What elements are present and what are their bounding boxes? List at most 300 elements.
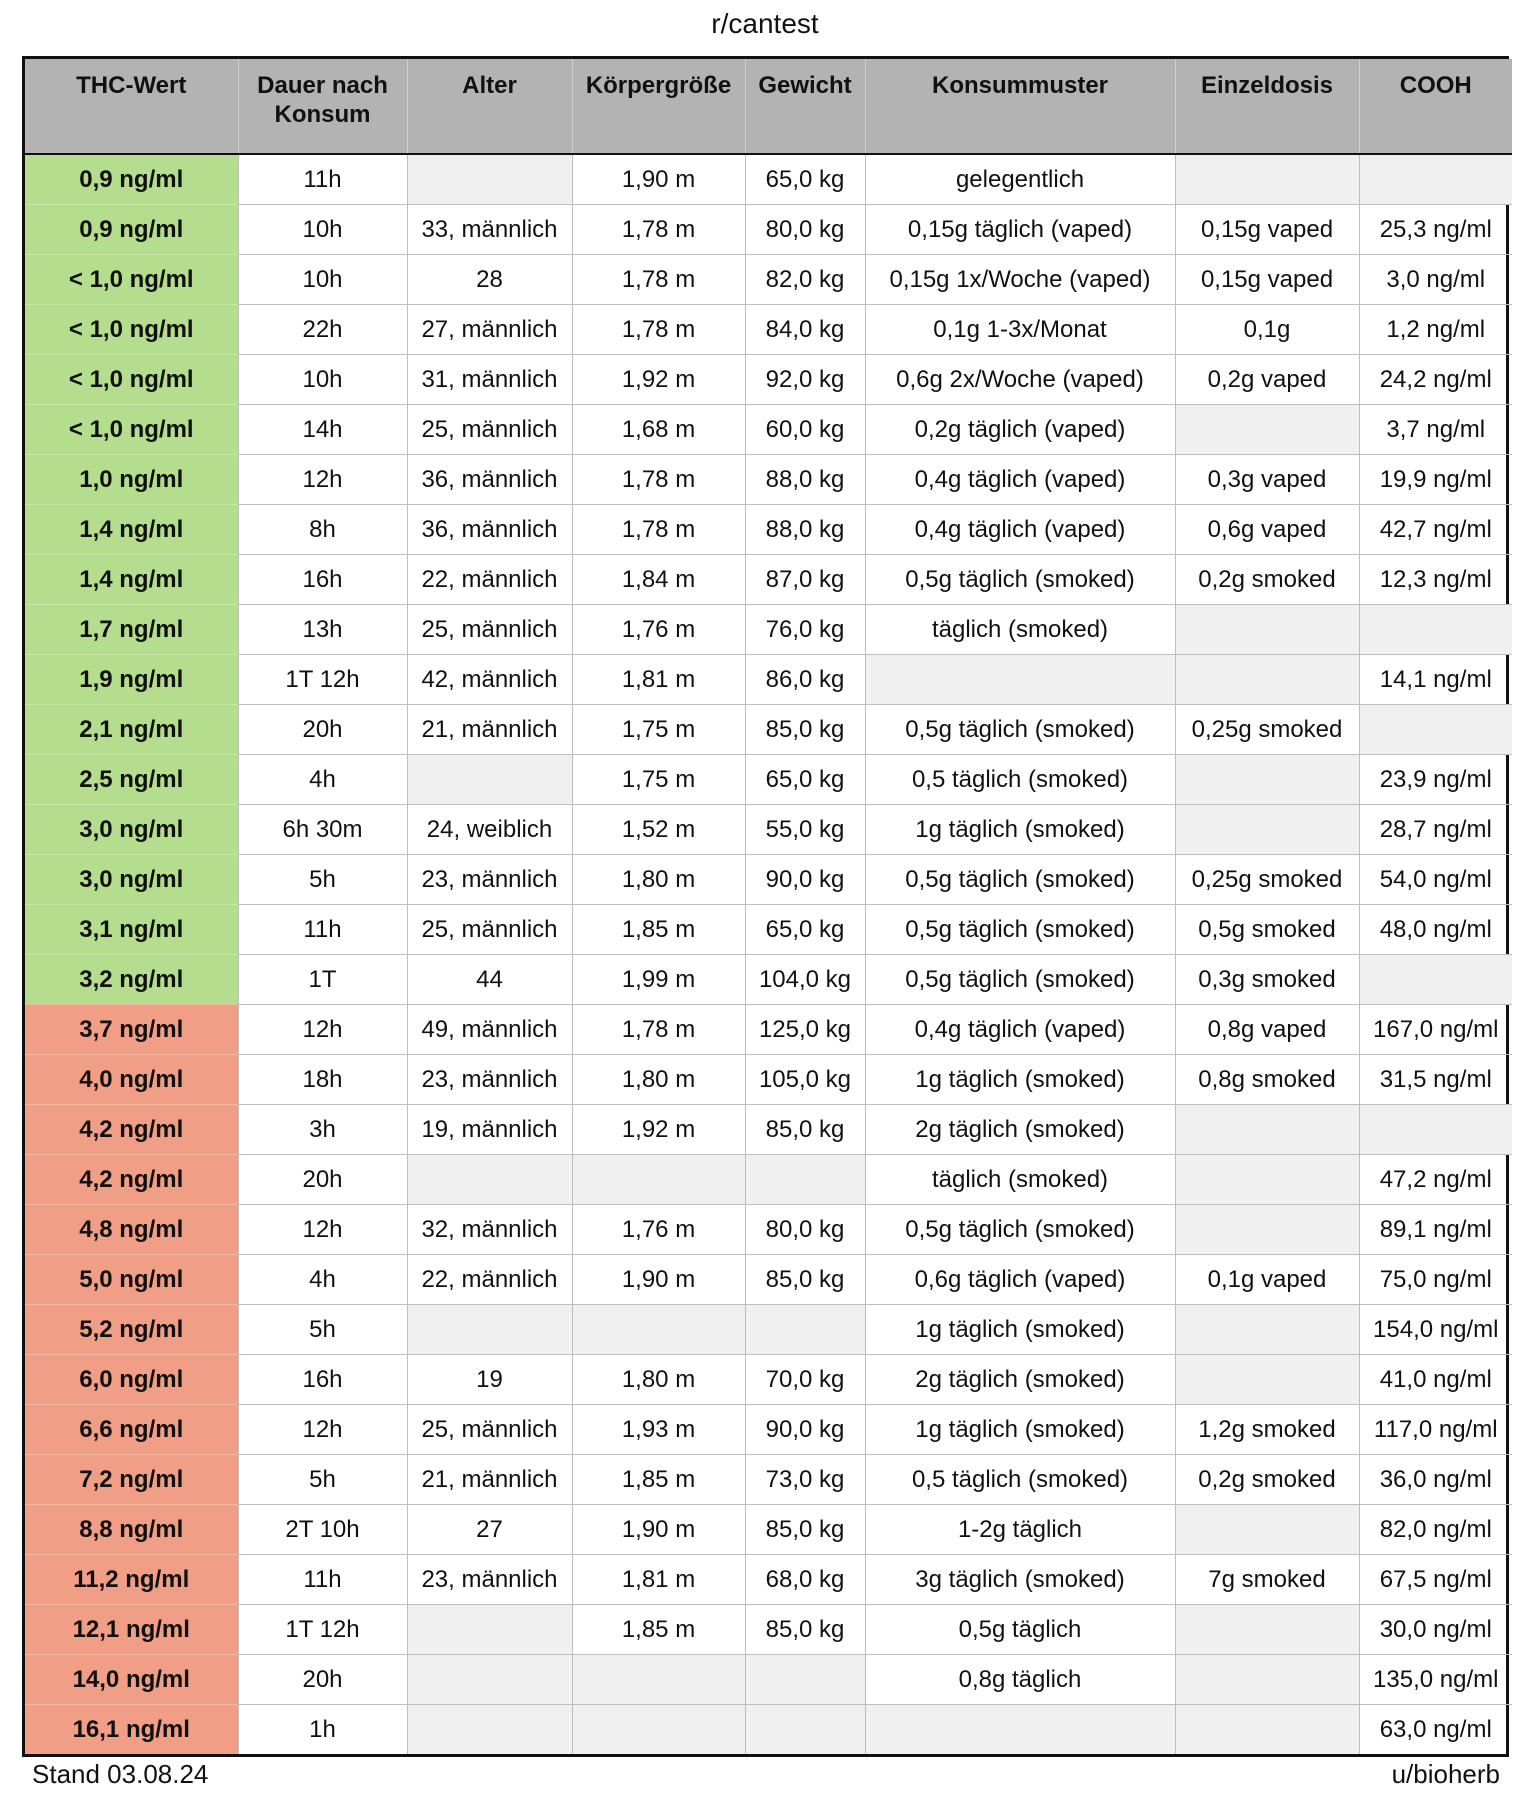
- table-row: [25, 255, 1512, 305]
- cell-gewicht: 104,0 kg: [745, 955, 865, 1005]
- cell-cooh: 167,0 ng/ml: [1359, 1005, 1512, 1055]
- cell-gewicht: 125,0 kg: [745, 1005, 865, 1055]
- cell-konsummuster: 1-2g täglich: [865, 1505, 1175, 1555]
- cell-einzeldosis: [1175, 805, 1359, 855]
- cell-einzeldosis: [1175, 1355, 1359, 1405]
- cell-koerpergroesse: 1,78 m: [572, 255, 745, 305]
- cell-koerpergroesse: 1,80 m: [572, 1355, 745, 1405]
- cell-dauer: 10h: [238, 205, 407, 255]
- cell-thc-wert: 3,0 ng/ml: [25, 805, 238, 855]
- cell-dauer: 10h: [238, 355, 407, 405]
- cell-koerpergroesse: 1,93 m: [572, 1405, 745, 1455]
- cell-cooh: 48,0 ng/ml: [1359, 905, 1512, 955]
- footer-author: u/bioherb: [1391, 1759, 1500, 1789]
- cell-dauer: 11h: [238, 1555, 407, 1605]
- cell-einzeldosis: [1175, 655, 1359, 705]
- cell-koerpergroesse: 1,90 m: [572, 154, 745, 205]
- cell-einzeldosis: 0,2g smoked: [1175, 1455, 1359, 1505]
- cell-dauer: 22h: [238, 305, 407, 355]
- cell-thc-wert: 4,0 ng/ml: [25, 1055, 238, 1105]
- cell-thc-wert: 6,6 ng/ml: [25, 1405, 238, 1455]
- cell-einzeldosis: 0,3g vaped: [1175, 455, 1359, 505]
- header-alter: Alter: [407, 59, 572, 154]
- cell-alter: 23, männlich: [407, 855, 572, 905]
- cell-alter: [407, 1655, 572, 1705]
- cell-dauer: 5h: [238, 1455, 407, 1505]
- cell-cooh: 67,5 ng/ml: [1359, 1555, 1512, 1605]
- cell-alter: 22, männlich: [407, 555, 572, 605]
- header-koerpergroesse: Körpergröße: [572, 59, 745, 154]
- cell-dauer: 1T 12h: [238, 655, 407, 705]
- cell-koerpergroesse: 1,84 m: [572, 555, 745, 605]
- cell-einzeldosis: [1175, 1155, 1359, 1205]
- cell-cooh: 154,0 ng/ml: [1359, 1305, 1512, 1355]
- table-row: [25, 1555, 1512, 1605]
- cell-cooh: [1359, 605, 1512, 655]
- cell-cooh: 89,1 ng/ml: [1359, 1205, 1512, 1255]
- table-row: [25, 405, 1512, 455]
- cell-alter: 36, männlich: [407, 455, 572, 505]
- cell-einzeldosis: 0,3g smoked: [1175, 955, 1359, 1005]
- cell-dauer: 4h: [238, 1255, 407, 1305]
- cell-koerpergroesse: 1,75 m: [572, 705, 745, 755]
- cell-dauer: 8h: [238, 505, 407, 555]
- cell-dauer: 20h: [238, 1155, 407, 1205]
- cell-konsummuster: 0,5g täglich (smoked): [865, 905, 1175, 955]
- cell-alter: 19: [407, 1355, 572, 1405]
- table-row: [25, 505, 1512, 555]
- cell-konsummuster: 0,6g täglich (vaped): [865, 1255, 1175, 1305]
- cell-thc-wert: 3,1 ng/ml: [25, 905, 238, 955]
- cell-cooh: 1,2 ng/ml: [1359, 305, 1512, 355]
- cell-dauer: 11h: [238, 905, 407, 955]
- cell-einzeldosis: [1175, 405, 1359, 455]
- cell-alter: 44: [407, 955, 572, 1005]
- cell-konsummuster: 0,5g täglich (smoked): [865, 955, 1175, 1005]
- cell-thc-wert: < 1,0 ng/ml: [25, 405, 238, 455]
- cell-koerpergroesse: 1,78 m: [572, 305, 745, 355]
- cell-alter: 25, männlich: [407, 605, 572, 655]
- table-row: [25, 1355, 1512, 1405]
- cell-alter: 25, männlich: [407, 905, 572, 955]
- cell-dauer: 11h: [238, 154, 407, 205]
- cell-cooh: 54,0 ng/ml: [1359, 855, 1512, 905]
- table-row: [25, 1155, 1512, 1205]
- cell-einzeldosis: 0,2g smoked: [1175, 555, 1359, 605]
- cell-alter: 23, männlich: [407, 1555, 572, 1605]
- cell-thc-wert: 3,0 ng/ml: [25, 855, 238, 905]
- cell-einzeldosis: [1175, 1605, 1359, 1655]
- table-row: [25, 1255, 1512, 1305]
- table-row: [25, 1605, 1512, 1655]
- cell-konsummuster: 0,4g täglich (vaped): [865, 1005, 1175, 1055]
- cell-koerpergroesse: 1,80 m: [572, 855, 745, 905]
- cell-einzeldosis: 0,1g: [1175, 305, 1359, 355]
- cell-cooh: 47,2 ng/ml: [1359, 1155, 1512, 1205]
- cell-gewicht: [745, 1305, 865, 1355]
- cell-einzeldosis: 7g smoked: [1175, 1555, 1359, 1605]
- table-row: [25, 855, 1512, 905]
- cell-einzeldosis: [1175, 154, 1359, 205]
- table-row: [25, 355, 1512, 405]
- thc-table: [25, 59, 1512, 1754]
- cell-thc-wert: 5,2 ng/ml: [25, 1305, 238, 1355]
- cell-einzeldosis: 0,2g vaped: [1175, 355, 1359, 405]
- header-dauer-nach-konsum: Dauer nach Konsum: [238, 59, 407, 154]
- cell-thc-wert: 6,0 ng/ml: [25, 1355, 238, 1405]
- cell-thc-wert: 1,7 ng/ml: [25, 605, 238, 655]
- data-table-container: [22, 56, 1509, 1757]
- cell-einzeldosis: [1175, 605, 1359, 655]
- cell-koerpergroesse: 1,78 m: [572, 1005, 745, 1055]
- cell-gewicht: 92,0 kg: [745, 355, 865, 405]
- header-row: [25, 59, 1512, 154]
- cell-gewicht: 105,0 kg: [745, 1055, 865, 1105]
- cell-thc-wert: 3,2 ng/ml: [25, 955, 238, 1005]
- cell-gewicht: [745, 1655, 865, 1705]
- cell-konsummuster: 0,5g täglich (smoked): [865, 705, 1175, 755]
- cell-gewicht: 65,0 kg: [745, 905, 865, 955]
- cell-alter: [407, 1705, 572, 1755]
- cell-konsummuster: 1g täglich (smoked): [865, 1305, 1175, 1355]
- cell-alter: [407, 154, 572, 205]
- cell-dauer: 12h: [238, 1205, 407, 1255]
- cell-koerpergroesse: 1,90 m: [572, 1505, 745, 1555]
- cell-konsummuster: 0,5g täglich (smoked): [865, 555, 1175, 605]
- cell-dauer: 16h: [238, 1355, 407, 1405]
- cell-einzeldosis: [1175, 1505, 1359, 1555]
- cell-konsummuster: 0,4g täglich (vaped): [865, 455, 1175, 505]
- cell-cooh: 36,0 ng/ml: [1359, 1455, 1512, 1505]
- cell-koerpergroesse: [572, 1155, 745, 1205]
- cell-einzeldosis: [1175, 1105, 1359, 1155]
- cell-koerpergroesse: 1,85 m: [572, 1605, 745, 1655]
- cell-gewicht: 88,0 kg: [745, 455, 865, 505]
- cell-thc-wert: 2,1 ng/ml: [25, 705, 238, 755]
- cell-einzeldosis: [1175, 1705, 1359, 1755]
- cell-konsummuster: täglich (smoked): [865, 605, 1175, 655]
- cell-cooh: [1359, 955, 1512, 1005]
- cell-alter: 28: [407, 255, 572, 305]
- table-row: [25, 154, 1512, 205]
- cell-alter: [407, 1605, 572, 1655]
- cell-thc-wert: 14,0 ng/ml: [25, 1655, 238, 1705]
- cell-alter: 33, männlich: [407, 205, 572, 255]
- cell-thc-wert: 1,4 ng/ml: [25, 555, 238, 605]
- cell-gewicht: 90,0 kg: [745, 1405, 865, 1455]
- cell-alter: 23, männlich: [407, 1055, 572, 1105]
- cell-dauer: 5h: [238, 1305, 407, 1355]
- cell-konsummuster: 0,5g täglich: [865, 1605, 1175, 1655]
- cell-einzeldosis: [1175, 1655, 1359, 1705]
- cell-konsummuster: 0,5g täglich (smoked): [865, 855, 1175, 905]
- cell-thc-wert: 5,0 ng/ml: [25, 1255, 238, 1305]
- cell-gewicht: 87,0 kg: [745, 555, 865, 605]
- cell-gewicht: 80,0 kg: [745, 205, 865, 255]
- table-row: [25, 1005, 1512, 1055]
- cell-alter: 27, männlich: [407, 305, 572, 355]
- cell-koerpergroesse: 1,85 m: [572, 1455, 745, 1505]
- cell-gewicht: [745, 1705, 865, 1755]
- cell-konsummuster: 0,1g 1-3x/Monat: [865, 305, 1175, 355]
- cell-thc-wert: 0,9 ng/ml: [25, 205, 238, 255]
- table-row: [25, 655, 1512, 705]
- cell-cooh: 25,3 ng/ml: [1359, 205, 1512, 255]
- cell-konsummuster: [865, 655, 1175, 705]
- cell-thc-wert: 12,1 ng/ml: [25, 1605, 238, 1655]
- cell-cooh: 117,0 ng/ml: [1359, 1405, 1512, 1455]
- table-row: [25, 1105, 1512, 1155]
- cell-konsummuster: gelegentlich: [865, 154, 1175, 205]
- table-row: [25, 1305, 1512, 1355]
- cell-thc-wert: 0,9 ng/ml: [25, 154, 238, 205]
- cell-dauer: 10h: [238, 255, 407, 305]
- cell-konsummuster: 0,6g 2x/Woche (vaped): [865, 355, 1175, 405]
- cell-cooh: 19,9 ng/ml: [1359, 455, 1512, 505]
- cell-konsummuster: 0,5g täglich (smoked): [865, 1205, 1175, 1255]
- cell-dauer: 6h 30m: [238, 805, 407, 855]
- cell-gewicht: 88,0 kg: [745, 505, 865, 555]
- cell-alter: 42, männlich: [407, 655, 572, 705]
- cell-koerpergroesse: 1,99 m: [572, 955, 745, 1005]
- cell-dauer: 5h: [238, 855, 407, 905]
- cell-konsummuster: [865, 1705, 1175, 1755]
- cell-koerpergroesse: 1,76 m: [572, 605, 745, 655]
- table-row: [25, 955, 1512, 1005]
- cell-cooh: 14,1 ng/ml: [1359, 655, 1512, 705]
- table-row: [25, 1055, 1512, 1105]
- cell-alter: 22, männlich: [407, 1255, 572, 1305]
- cell-thc-wert: 4,2 ng/ml: [25, 1155, 238, 1205]
- cell-cooh: [1359, 154, 1512, 205]
- header-thc-wert: THC-Wert: [25, 59, 238, 154]
- table-row: [25, 905, 1512, 955]
- cell-alter: 32, männlich: [407, 1205, 572, 1255]
- cell-einzeldosis: 0,5g smoked: [1175, 905, 1359, 955]
- table-row: [25, 1205, 1512, 1255]
- cell-konsummuster: 1g täglich (smoked): [865, 1055, 1175, 1105]
- header-cooh: COOH: [1359, 59, 1512, 154]
- cell-dauer: 2T 10h: [238, 1505, 407, 1555]
- cell-gewicht: 60,0 kg: [745, 405, 865, 455]
- table-row: [25, 1505, 1512, 1555]
- cell-gewicht: 85,0 kg: [745, 1105, 865, 1155]
- cell-koerpergroesse: [572, 1705, 745, 1755]
- table-row: [25, 1405, 1512, 1455]
- cell-thc-wert: 7,2 ng/ml: [25, 1455, 238, 1505]
- cell-koerpergroesse: 1,75 m: [572, 755, 745, 805]
- cell-gewicht: 85,0 kg: [745, 1605, 865, 1655]
- cell-alter: 36, männlich: [407, 505, 572, 555]
- cell-dauer: 18h: [238, 1055, 407, 1105]
- cell-dauer: 1T 12h: [238, 1605, 407, 1655]
- cell-gewicht: 85,0 kg: [745, 1505, 865, 1555]
- cell-cooh: 28,7 ng/ml: [1359, 805, 1512, 855]
- cell-konsummuster: 2g täglich (smoked): [865, 1355, 1175, 1405]
- table-row: [25, 605, 1512, 655]
- cell-gewicht: [745, 1155, 865, 1205]
- cell-dauer: 14h: [238, 405, 407, 455]
- cell-dauer: 20h: [238, 705, 407, 755]
- cell-thc-wert: 11,2 ng/ml: [25, 1555, 238, 1605]
- cell-gewicht: 82,0 kg: [745, 255, 865, 305]
- cell-gewicht: 65,0 kg: [745, 154, 865, 205]
- cell-koerpergroesse: 1,81 m: [572, 655, 745, 705]
- cell-cooh: 82,0 ng/ml: [1359, 1505, 1512, 1555]
- table-row: [25, 455, 1512, 505]
- cell-einzeldosis: 0,25g smoked: [1175, 705, 1359, 755]
- cell-thc-wert: < 1,0 ng/ml: [25, 305, 238, 355]
- cell-koerpergroesse: [572, 1655, 745, 1705]
- cell-koerpergroesse: 1,85 m: [572, 905, 745, 955]
- header-konsummuster: Konsummuster: [865, 59, 1175, 154]
- cell-dauer: 1T: [238, 955, 407, 1005]
- cell-dauer: 20h: [238, 1655, 407, 1705]
- cell-thc-wert: < 1,0 ng/ml: [25, 255, 238, 305]
- cell-gewicht: 76,0 kg: [745, 605, 865, 655]
- cell-einzeldosis: 0,1g vaped: [1175, 1255, 1359, 1305]
- cell-einzeldosis: 1,2g smoked: [1175, 1405, 1359, 1455]
- cell-thc-wert: 16,1 ng/ml: [25, 1705, 238, 1755]
- cell-gewicht: 65,0 kg: [745, 755, 865, 805]
- cell-cooh: 30,0 ng/ml: [1359, 1605, 1512, 1655]
- cell-koerpergroesse: 1,78 m: [572, 455, 745, 505]
- table-row: [25, 1705, 1512, 1755]
- cell-thc-wert: 4,2 ng/ml: [25, 1105, 238, 1155]
- cell-koerpergroesse: 1,76 m: [572, 1205, 745, 1255]
- cell-gewicht: 90,0 kg: [745, 855, 865, 905]
- table-row: [25, 555, 1512, 605]
- cell-einzeldosis: 0,25g smoked: [1175, 855, 1359, 905]
- cell-gewicht: 68,0 kg: [745, 1555, 865, 1605]
- cell-konsummuster: täglich (smoked): [865, 1155, 1175, 1205]
- header-gewicht: Gewicht: [745, 59, 865, 154]
- cell-konsummuster: 0,8g täglich: [865, 1655, 1175, 1705]
- cell-konsummuster: 0,15g täglich (vaped): [865, 205, 1175, 255]
- cell-koerpergroesse: 1,92 m: [572, 1105, 745, 1155]
- cell-gewicht: 85,0 kg: [745, 705, 865, 755]
- cell-dauer: 12h: [238, 1005, 407, 1055]
- cell-alter: 21, männlich: [407, 705, 572, 755]
- cell-einzeldosis: 0,8g smoked: [1175, 1055, 1359, 1105]
- cell-koerpergroesse: [572, 1305, 745, 1355]
- cell-alter: 27: [407, 1505, 572, 1555]
- cell-alter: 25, männlich: [407, 1405, 572, 1455]
- cell-einzeldosis: [1175, 1305, 1359, 1355]
- cell-cooh: 63,0 ng/ml: [1359, 1705, 1512, 1755]
- cell-alter: 49, männlich: [407, 1005, 572, 1055]
- cell-konsummuster: 3g täglich (smoked): [865, 1555, 1175, 1605]
- cell-alter: 31, männlich: [407, 355, 572, 405]
- cell-konsummuster: 1g täglich (smoked): [865, 805, 1175, 855]
- cell-dauer: 3h: [238, 1105, 407, 1155]
- cell-cooh: 42,7 ng/ml: [1359, 505, 1512, 555]
- cell-einzeldosis: 0,8g vaped: [1175, 1005, 1359, 1055]
- cell-thc-wert: 1,9 ng/ml: [25, 655, 238, 705]
- cell-alter: [407, 1305, 572, 1355]
- cell-gewicht: 70,0 kg: [745, 1355, 865, 1405]
- cell-koerpergroesse: 1,92 m: [572, 355, 745, 405]
- cell-cooh: 24,2 ng/ml: [1359, 355, 1512, 405]
- cell-koerpergroesse: 1,80 m: [572, 1055, 745, 1105]
- page-title: r/cantest: [711, 8, 819, 39]
- footer-date: Stand 03.08.24: [32, 1759, 209, 1789]
- cell-einzeldosis: 0,15g vaped: [1175, 255, 1359, 305]
- cell-konsummuster: 2g täglich (smoked): [865, 1105, 1175, 1155]
- cell-dauer: 13h: [238, 605, 407, 655]
- cell-gewicht: 86,0 kg: [745, 655, 865, 705]
- cell-alter: 25, männlich: [407, 405, 572, 455]
- cell-gewicht: 73,0 kg: [745, 1455, 865, 1505]
- table-body: [25, 154, 1512, 1754]
- cell-cooh: 41,0 ng/ml: [1359, 1355, 1512, 1405]
- cell-konsummuster: 0,15g 1x/Woche (vaped): [865, 255, 1175, 305]
- cell-konsummuster: 0,5 täglich (smoked): [865, 755, 1175, 805]
- header-einzeldosis: Einzeldosis: [1175, 59, 1359, 154]
- cell-koerpergroesse: 1,52 m: [572, 805, 745, 855]
- table-row: [25, 305, 1512, 355]
- cell-einzeldosis: [1175, 1205, 1359, 1255]
- cell-thc-wert: 1,0 ng/ml: [25, 455, 238, 505]
- cell-cooh: 75,0 ng/ml: [1359, 1255, 1512, 1305]
- cell-einzeldosis: 0,15g vaped: [1175, 205, 1359, 255]
- cell-koerpergroesse: 1,78 m: [572, 505, 745, 555]
- cell-dauer: 4h: [238, 755, 407, 805]
- cell-gewicht: 55,0 kg: [745, 805, 865, 855]
- cell-einzeldosis: [1175, 755, 1359, 805]
- cell-cooh: 3,0 ng/ml: [1359, 255, 1512, 305]
- cell-thc-wert: 4,8 ng/ml: [25, 1205, 238, 1255]
- cell-thc-wert: 8,8 ng/ml: [25, 1505, 238, 1555]
- cell-konsummuster: 0,5 täglich (smoked): [865, 1455, 1175, 1505]
- cell-koerpergroesse: 1,68 m: [572, 405, 745, 455]
- cell-gewicht: 85,0 kg: [745, 1255, 865, 1305]
- cell-thc-wert: 1,4 ng/ml: [25, 505, 238, 555]
- cell-koerpergroesse: 1,81 m: [572, 1555, 745, 1605]
- cell-alter: 21, männlich: [407, 1455, 572, 1505]
- cell-dauer: 12h: [238, 455, 407, 505]
- cell-konsummuster: 1g täglich (smoked): [865, 1405, 1175, 1455]
- cell-gewicht: 84,0 kg: [745, 305, 865, 355]
- cell-cooh: 31,5 ng/ml: [1359, 1055, 1512, 1105]
- cell-thc-wert: 2,5 ng/ml: [25, 755, 238, 805]
- cell-konsummuster: 0,4g täglich (vaped): [865, 505, 1175, 555]
- table-row: [25, 205, 1512, 255]
- cell-cooh: 3,7 ng/ml: [1359, 405, 1512, 455]
- table-row: [25, 1655, 1512, 1705]
- cell-cooh: [1359, 705, 1512, 755]
- cell-thc-wert: 3,7 ng/ml: [25, 1005, 238, 1055]
- cell-thc-wert: < 1,0 ng/ml: [25, 355, 238, 405]
- table-row: [25, 1455, 1512, 1505]
- cell-dauer: 16h: [238, 555, 407, 605]
- cell-gewicht: 80,0 kg: [745, 1205, 865, 1255]
- table-row: [25, 805, 1512, 855]
- cell-dauer: 1h: [238, 1705, 407, 1755]
- cell-cooh: [1359, 1105, 1512, 1155]
- cell-alter: 24, weiblich: [407, 805, 572, 855]
- cell-dauer: 12h: [238, 1405, 407, 1455]
- cell-cooh: 12,3 ng/ml: [1359, 555, 1512, 605]
- cell-cooh: 23,9 ng/ml: [1359, 755, 1512, 805]
- cell-einzeldosis: 0,6g vaped: [1175, 505, 1359, 555]
- cell-alter: 19, männlich: [407, 1105, 572, 1155]
- table-row: [25, 755, 1512, 805]
- cell-alter: [407, 1155, 572, 1205]
- cell-koerpergroesse: 1,90 m: [572, 1255, 745, 1305]
- cell-cooh: 135,0 ng/ml: [1359, 1655, 1512, 1705]
- cell-konsummuster: 0,2g täglich (vaped): [865, 405, 1175, 455]
